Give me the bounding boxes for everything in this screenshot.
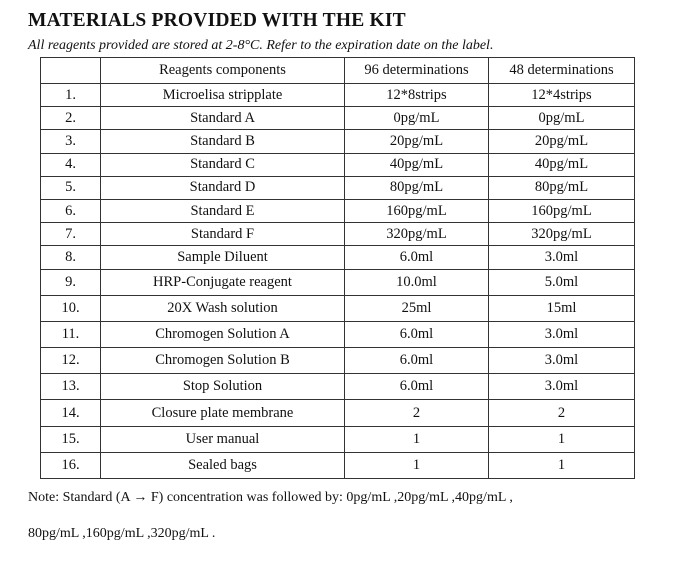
quantity-96: 6.0ml (345, 321, 489, 347)
quantity-96: 6.0ml (345, 348, 489, 374)
table-row (41, 269, 635, 295)
row-number: 1. (41, 84, 101, 107)
table-row (41, 153, 635, 176)
page-title: MATERIALS PROVIDED WITH THE KIT (28, 10, 406, 31)
quantity-48: 12*4strips (489, 84, 635, 107)
row-number: 16. (41, 452, 101, 478)
table-row (41, 295, 635, 321)
table-row (41, 321, 635, 347)
note-line-2: 80pg/mL ,160pg/mL ,320pg/mL . (28, 526, 216, 541)
note-line-1: Note: Standard (A → F) concentration was followed by: 0pg/mL ,20pg/mL ,40pg/mL , (28, 490, 513, 505)
reagent-name: Sealed bags (101, 452, 345, 478)
reagent-name: Microelisa stripplate (101, 84, 345, 107)
quantity-48: 15ml (489, 295, 635, 321)
quantity-96: 10.0ml (345, 269, 489, 295)
row-number: 11. (41, 321, 101, 347)
reagent-name: Standard B (101, 130, 345, 153)
row-number: 6. (41, 199, 101, 222)
table-row (41, 452, 635, 478)
reagent-name: 20X Wash solution (101, 295, 345, 321)
quantity-96: 20pg/mL (345, 130, 489, 153)
reagent-name: Standard C (101, 153, 345, 176)
table-row (41, 400, 635, 426)
table-row (41, 223, 635, 246)
reagent-name: Chromogen Solution A (101, 321, 345, 347)
reagent-name: Standard A (101, 107, 345, 130)
quantity-48: 1 (489, 452, 635, 478)
quantity-96: 160pg/mL (345, 199, 489, 222)
storage-subtitle: All reagents provided are stored at 2-8°C. Refer to the expiration date on the label. (28, 38, 494, 53)
row-number: 10. (41, 295, 101, 321)
quantity-48: 3.0ml (489, 246, 635, 269)
quantity-96: 320pg/mL (345, 223, 489, 246)
reagent-name: Chromogen Solution B (101, 348, 345, 374)
row-number: 3. (41, 130, 101, 153)
quantity-96: 6.0ml (345, 246, 489, 269)
table-row (41, 176, 635, 199)
row-number: 5. (41, 176, 101, 199)
header-48-determinations: 48 determinations (489, 58, 635, 84)
header-96-determinations: 96 determinations (345, 58, 489, 84)
reagent-name: Standard D (101, 176, 345, 199)
reagent-name: HRP-Conjugate reagent (101, 269, 345, 295)
row-number: 4. (41, 153, 101, 176)
quantity-96: 40pg/mL (345, 153, 489, 176)
row-number: 15. (41, 426, 101, 452)
header-reagents: Reagents components (101, 58, 345, 84)
quantity-96: 25ml (345, 295, 489, 321)
reagent-name: User manual (101, 426, 345, 452)
quantity-96: 12*8strips (345, 84, 489, 107)
header-number (41, 58, 101, 84)
reagent-name: Standard E (101, 199, 345, 222)
table-header-row (41, 58, 635, 84)
row-number: 7. (41, 223, 101, 246)
quantity-96: 80pg/mL (345, 176, 489, 199)
row-number: 12. (41, 348, 101, 374)
quantity-48: 80pg/mL (489, 176, 635, 199)
materials-table (40, 57, 635, 479)
table-row (41, 130, 635, 153)
reagent-name: Closure plate membrane (101, 400, 345, 426)
quantity-48: 3.0ml (489, 321, 635, 347)
quantity-96: 0pg/mL (345, 107, 489, 130)
quantity-96: 2 (345, 400, 489, 426)
quantity-48: 20pg/mL (489, 130, 635, 153)
quantity-96: 1 (345, 452, 489, 478)
table-row (41, 107, 635, 130)
row-number: 9. (41, 269, 101, 295)
reagent-name: Sample Diluent (101, 246, 345, 269)
table-row (41, 199, 635, 222)
reagent-name: Stop Solution (101, 374, 345, 400)
quantity-48: 0pg/mL (489, 107, 635, 130)
quantity-48: 3.0ml (489, 348, 635, 374)
reagent-name: Standard F (101, 223, 345, 246)
table-row (41, 84, 635, 107)
quantity-48: 2 (489, 400, 635, 426)
row-number: 13. (41, 374, 101, 400)
quantity-48: 320pg/mL (489, 223, 635, 246)
row-number: 2. (41, 107, 101, 130)
quantity-48: 1 (489, 426, 635, 452)
row-number: 14. (41, 400, 101, 426)
quantity-48: 5.0ml (489, 269, 635, 295)
row-number: 8. (41, 246, 101, 269)
quantity-96: 6.0ml (345, 374, 489, 400)
table-row (41, 426, 635, 452)
table-row (41, 348, 635, 374)
quantity-48: 160pg/mL (489, 199, 635, 222)
table-row (41, 374, 635, 400)
table-row (41, 246, 635, 269)
quantity-48: 40pg/mL (489, 153, 635, 176)
quantity-96: 1 (345, 426, 489, 452)
quantity-48: 3.0ml (489, 374, 635, 400)
